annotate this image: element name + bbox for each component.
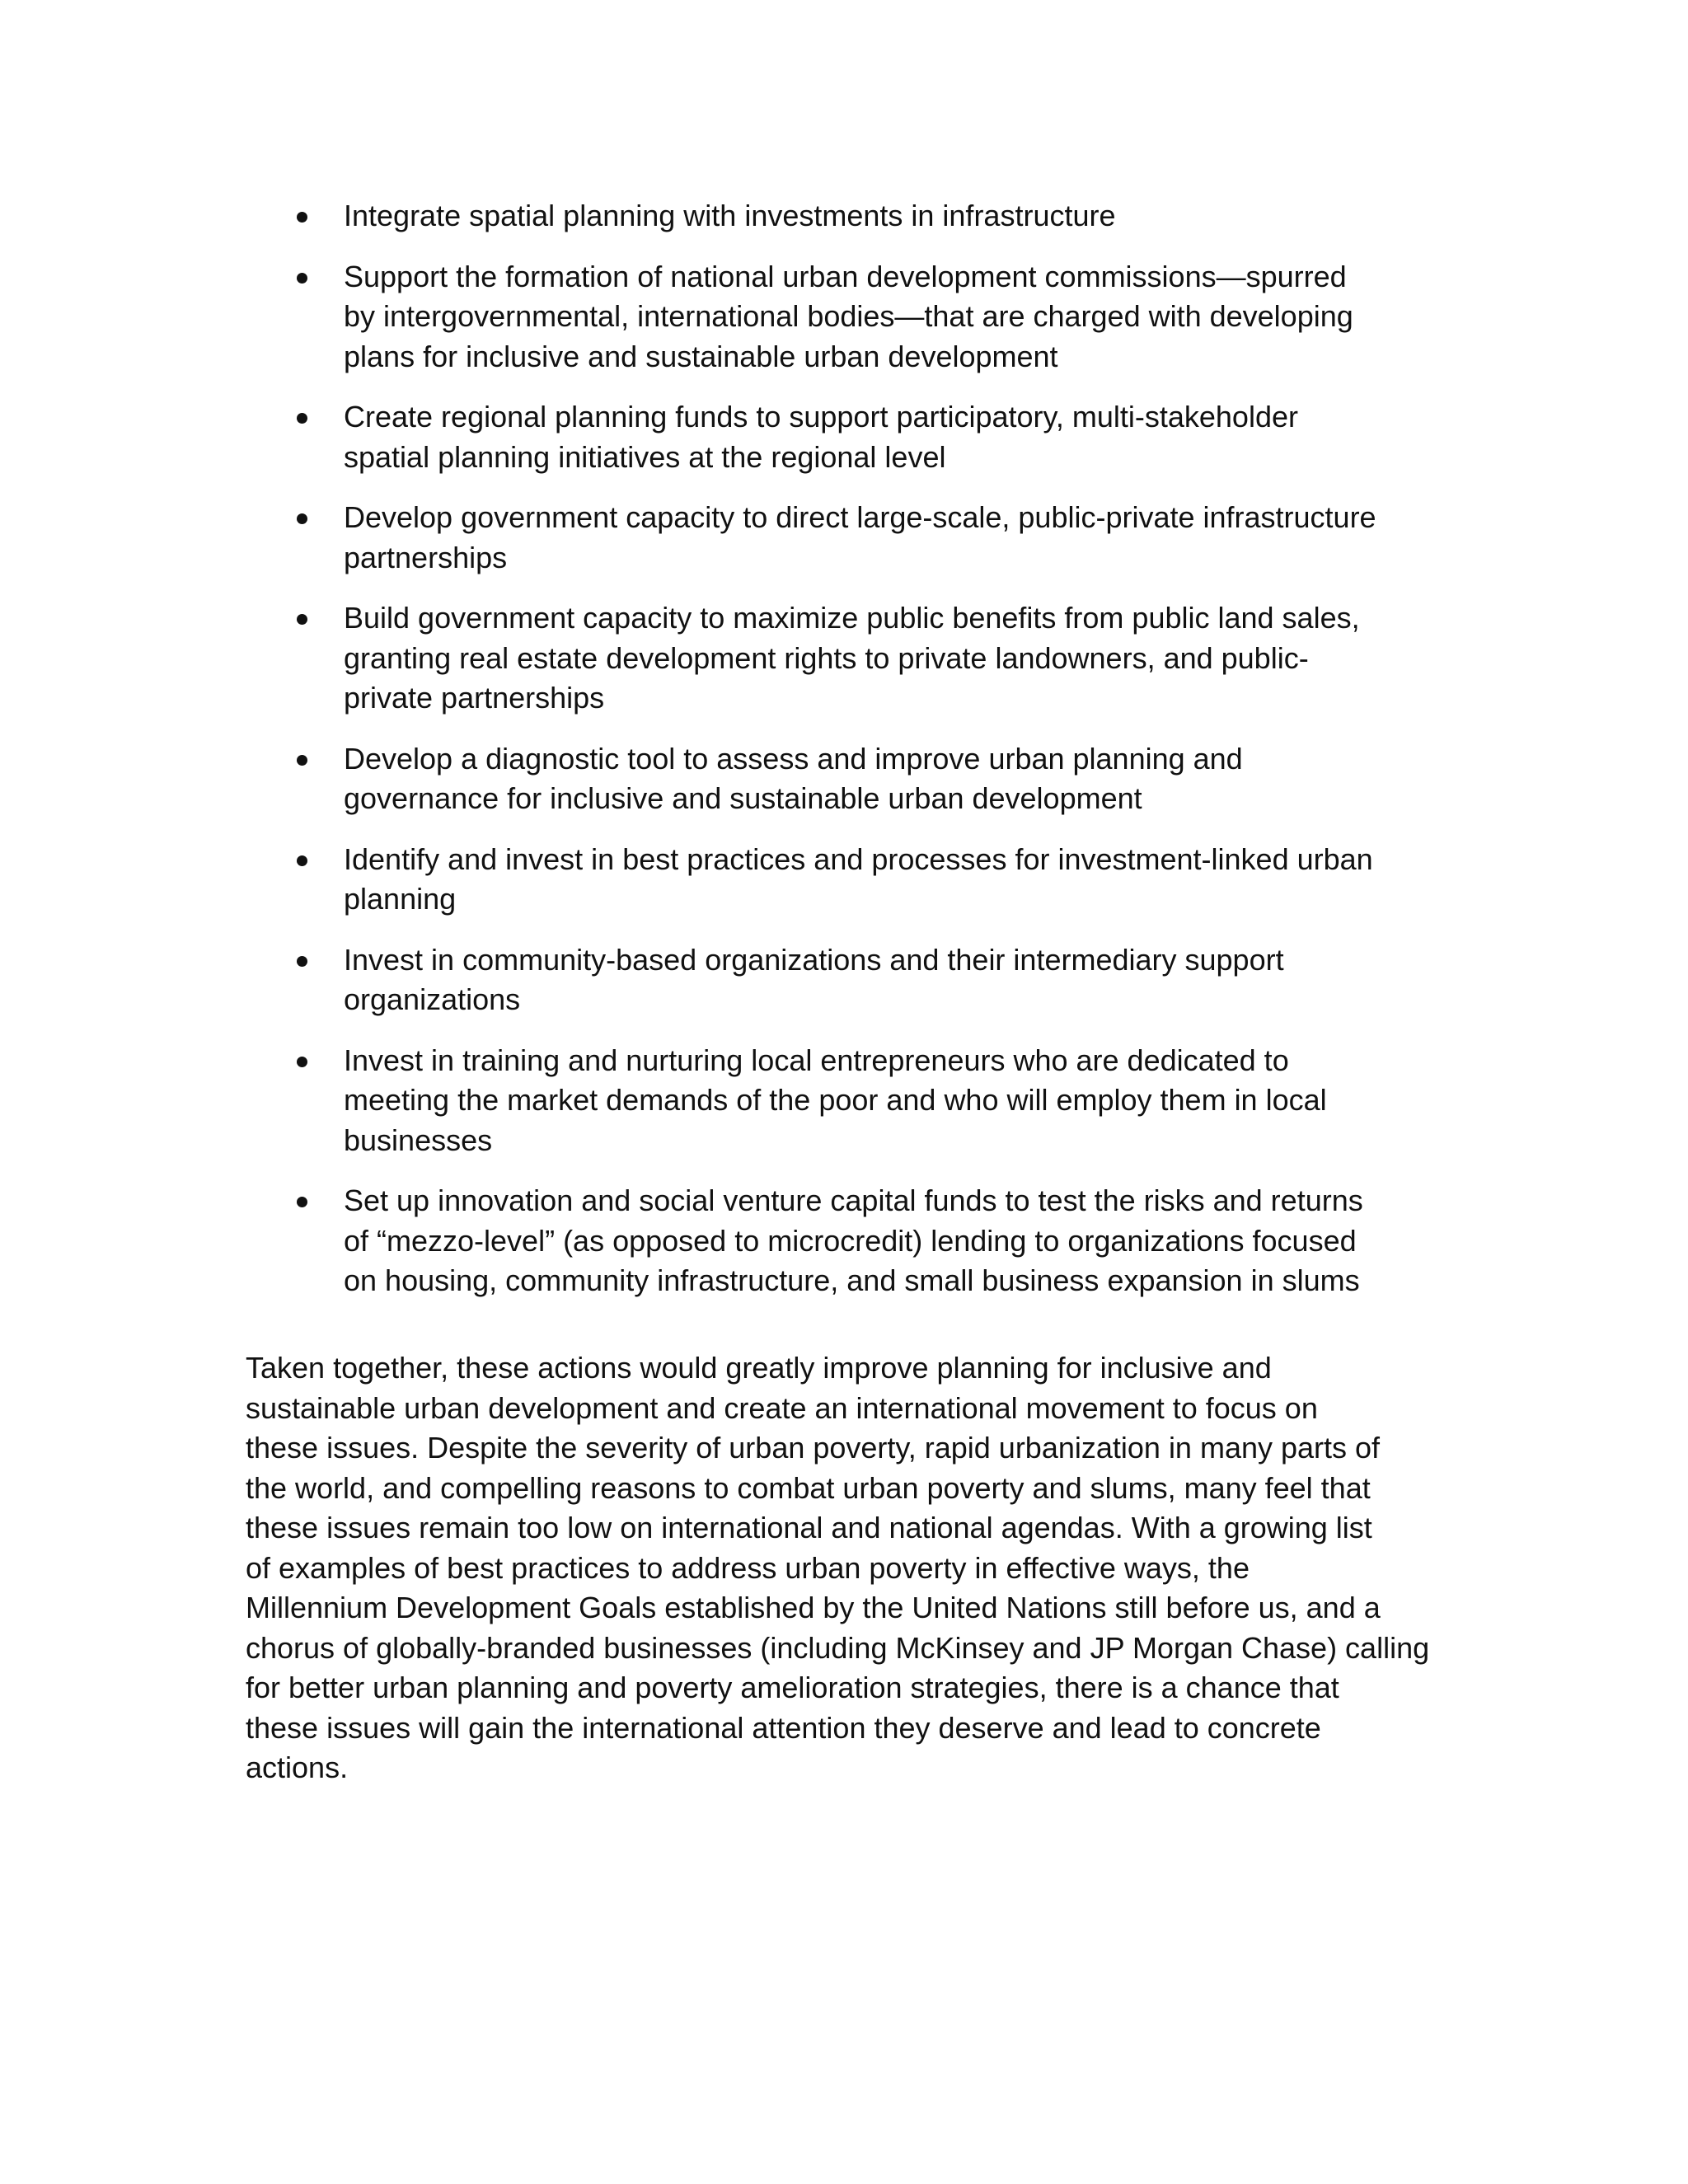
closing-paragraph: Taken together, these actions would greatly improve planning for inclusive and sustainable urban development and create an international movement to focus on these issues. Despite the severity of urban poverty, rapid urbanization in many parts of the world, and compelling reasons to combat urban poverty and slums, many feel that these issues remain too low on international and national agendas. With a growing list of examples of best practices to address urban poverty in effective ways, the Millennium Development Goals established by the United Nations still before us, and a chorus of globally-branded businesses (including McKinsey and JP Morgan Chase) calling for better urban planning and poverty amelioration strategies, there is a chance that these issues will gain the international attention they deserve and lead to concrete actions. [246, 1351, 1430, 1784]
bullet-icon [297, 855, 307, 866]
list-item [290, 840, 1436, 920]
list-item [290, 196, 1436, 237]
bullet-icon [297, 614, 307, 625]
list-item-text: Develop a diagnostic tool to assess and improve urban planning and governance for inclusive and sustainable urban development [344, 741, 1243, 815]
list-item [290, 1181, 1436, 1301]
list-item-text: Support the formation of national urban development commissions—spurred by intergovernmental, international bodies—that are charged with developing plans for inclusive and sustainable urban development [344, 259, 1353, 373]
bullet-icon [297, 413, 307, 424]
list-item-text: Develop government capacity to direct large-scale, public-private infrastructure partnerships [344, 500, 1376, 574]
list-item [290, 397, 1436, 477]
bullet-icon [297, 273, 307, 284]
list-item-text: Invest in community-based organizations and their intermediary support organizations [344, 942, 1284, 1016]
list-item [290, 940, 1436, 1020]
list-item [290, 739, 1436, 819]
list-item [290, 498, 1436, 578]
recommendations-list [290, 196, 1436, 1322]
list-item-text: Invest in training and nurturing local entrepreneurs who are dedicated to meeting the market demands of the poor and who will employ them in local businesses [344, 1043, 1327, 1157]
list-item-text: Integrate spatial planning with investments in infrastructure [344, 199, 1116, 232]
list-item-text: Identify and invest in best practices and processes for investment-linked urban planning [344, 841, 1373, 916]
list-item-text: Set up innovation and social venture capital funds to test the risks and returns of “mezzo-level” (as opposed to microcredit) lending to organizations focused on housing, community infrastructure, and small business expansion in slums [344, 1183, 1363, 1297]
bullet-icon [297, 212, 307, 223]
list-item-text: Create regional planning funds to support participatory, multi-stakeholder spatial planning initiatives at the regional level [344, 400, 1298, 474]
list-item [290, 598, 1436, 719]
bullet-icon [297, 755, 307, 766]
bullet-icon [297, 956, 307, 967]
list-item-text: Build government capacity to maximize public benefits from public land sales, granting real estate development rights to private landowners, and public- private partnerships [344, 601, 1360, 715]
bullet-icon [297, 1197, 307, 1207]
list-item [290, 257, 1436, 377]
list-item [290, 1041, 1436, 1161]
bullet-icon [297, 1057, 307, 1067]
bullet-icon [297, 513, 307, 524]
